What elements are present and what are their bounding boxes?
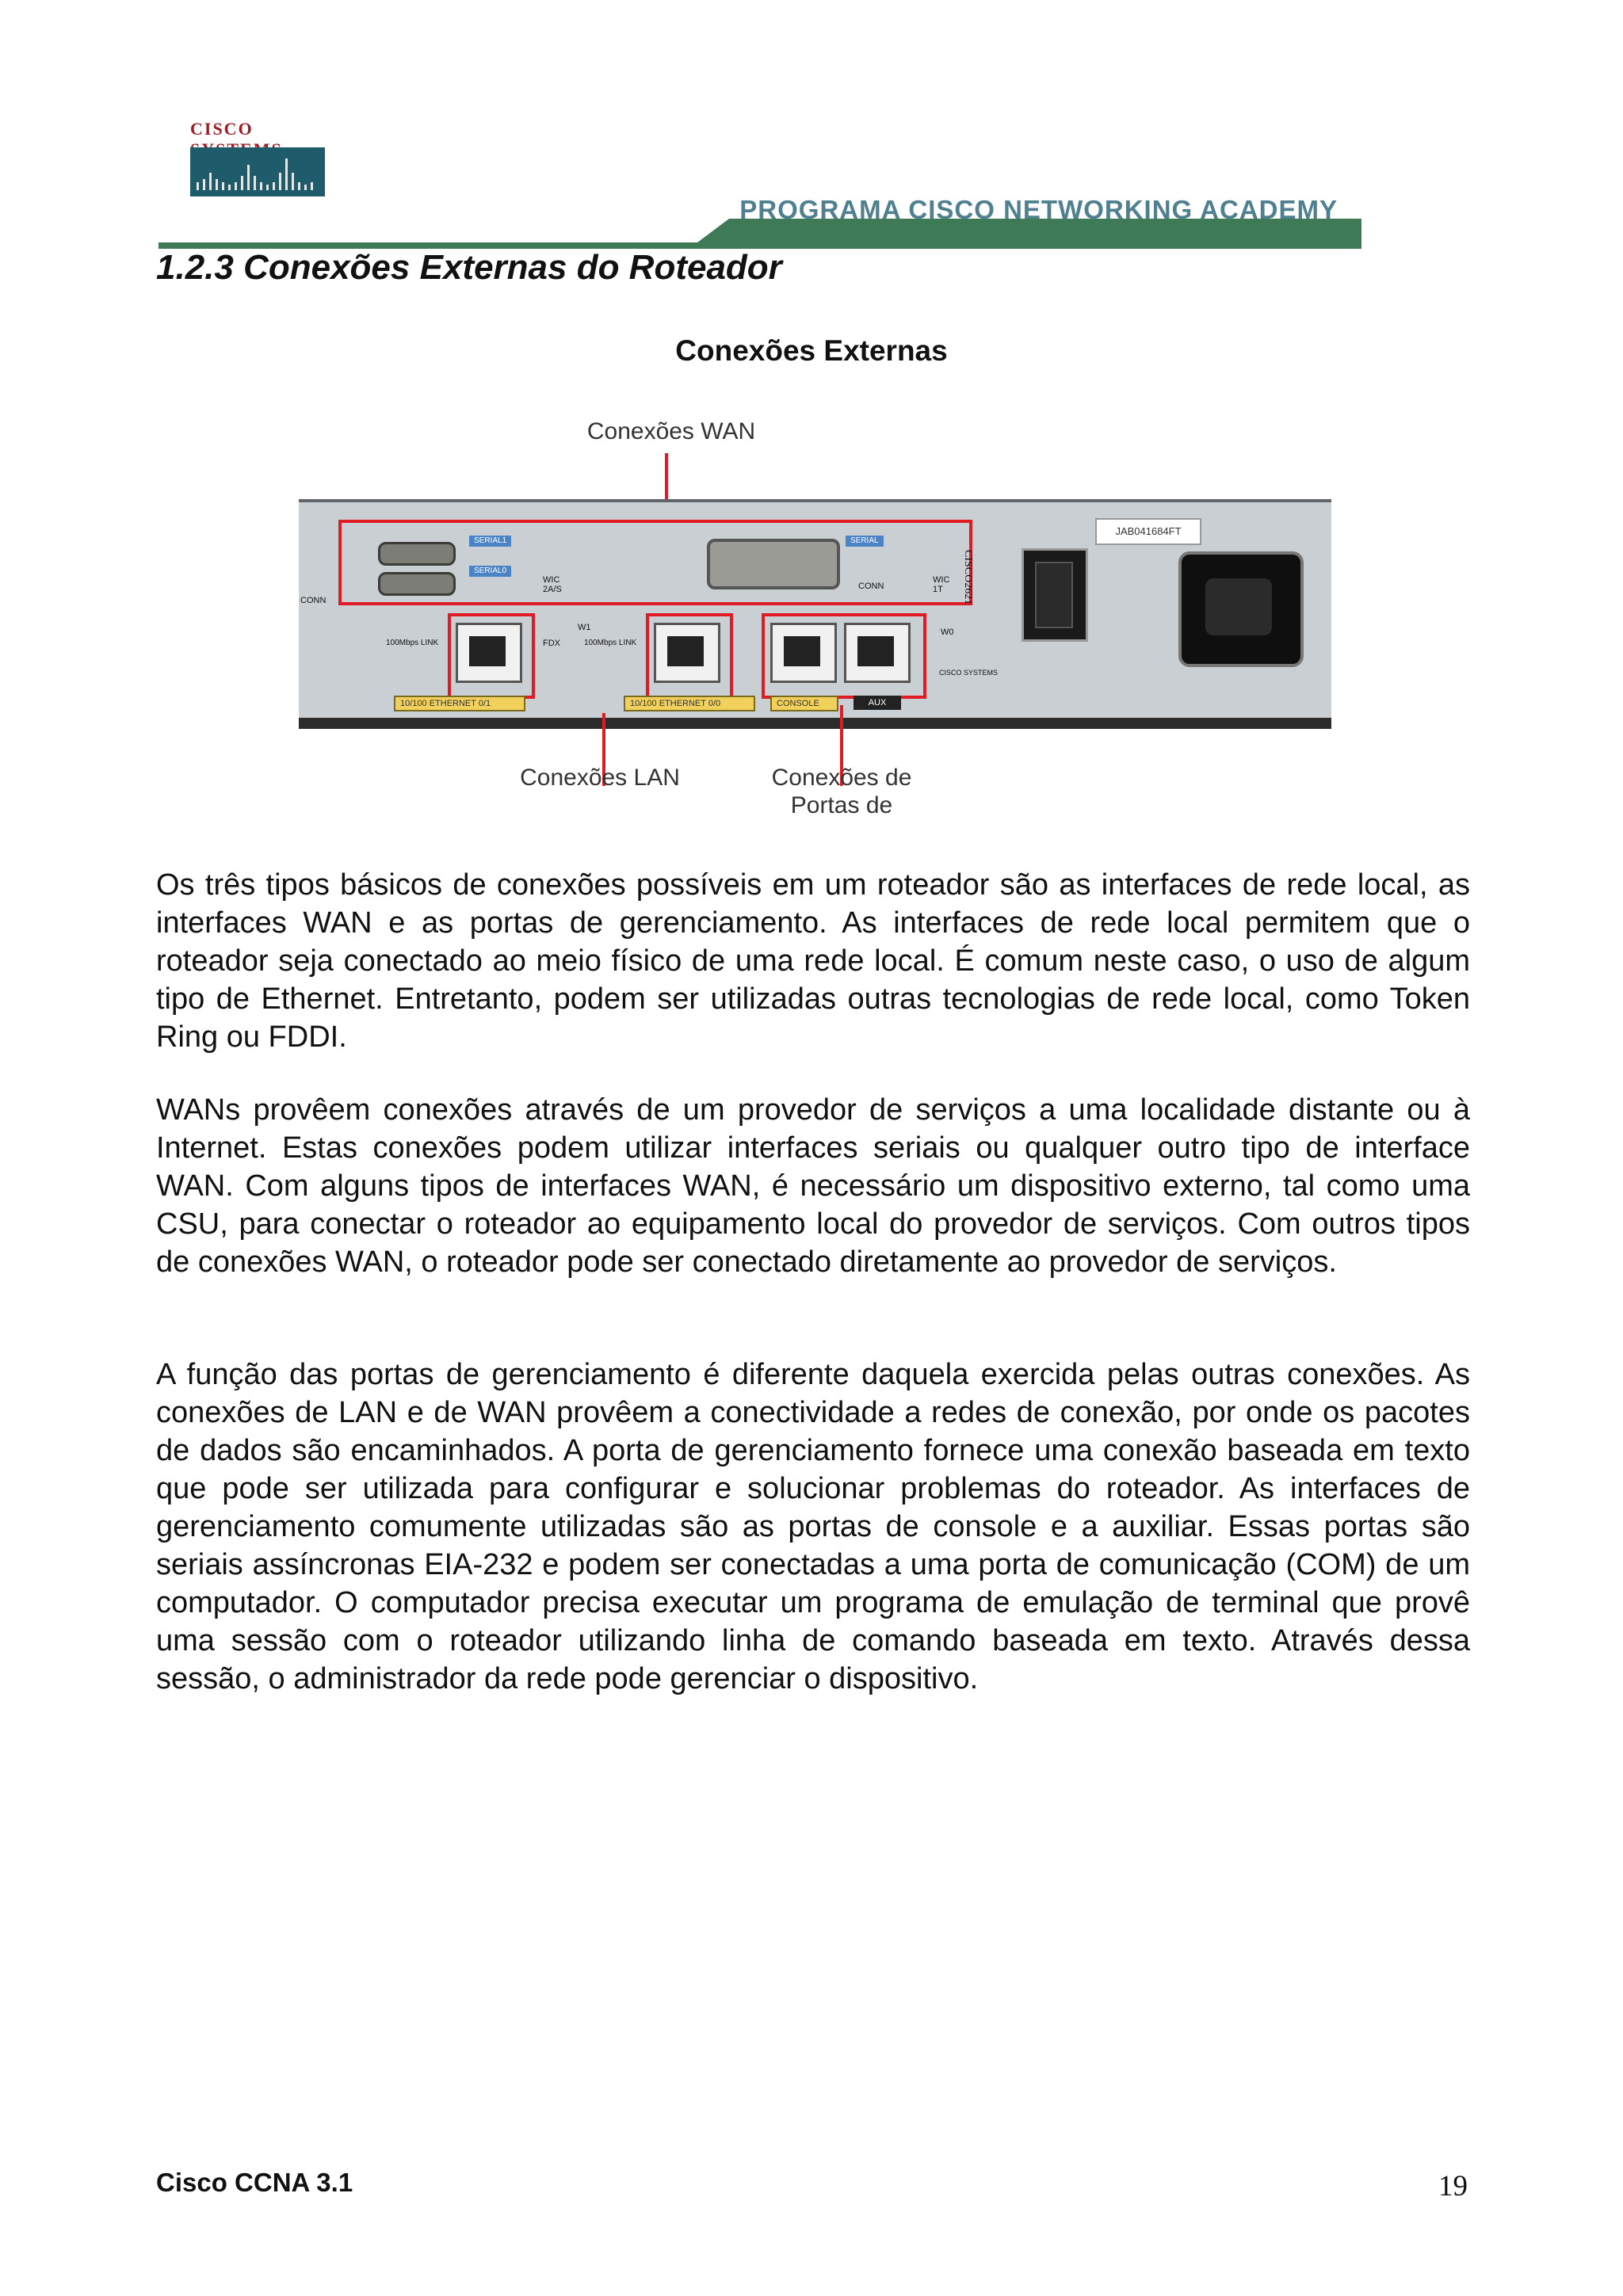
link-100-label-1: 100Mbps LINK <box>386 639 439 647</box>
callout-wan: Conexões WAN <box>586 418 756 444</box>
brand-label: CISCO SYSTEMS <box>939 669 999 677</box>
mgmt-highlight-box <box>762 613 926 699</box>
fdx-label: FDX <box>543 639 560 648</box>
wan-highlight-box <box>338 520 972 605</box>
w1-label: W1 <box>578 623 591 632</box>
wic-2as-label: WIC 2A/S <box>543 575 562 594</box>
console-label: CONSOLE <box>770 696 838 711</box>
logo-bars-icon <box>190 147 325 196</box>
serial1-label: SERIAL1 <box>469 536 511 547</box>
logo-text: CISCO <box>190 119 254 139</box>
router-figure <box>299 412 1331 852</box>
w0-label: W0 <box>941 627 954 637</box>
callout-mgmt-line2: Portas de <box>790 792 893 818</box>
ethernet-0-1-label: 10/100 ETHERNET 0/1 <box>394 696 525 711</box>
cisco-systems-logo <box>190 119 333 198</box>
footer-course-name: Cisco CCNA 3.1 <box>156 2168 353 2197</box>
banner-title: PROGRAMA CISCO NETWORKING ACADEMY <box>739 195 1338 224</box>
lan-highlight-box-left <box>448 613 535 699</box>
paragraph-2: WANs provêem conexões através de um provedor de serviços a uma localidade distante ou à Internet. Estas conexões podem utilizar interfaces seriais ou qualquer outro tipo de interface WAN. Com alguns tipos de interfaces WAN, é necessário um dispositivo externo, tal como uma CSU, para conectar o roteador ao equipamento local do provedor de serviços. Com outros tipos de conexões WAN, o roteador pode ser conectado diretamente ao provedor de serviços. <box>156 1093 1470 1279</box>
conn-label-left: CONN <box>300 596 327 605</box>
link-100-label-2: 100Mbps LINK <box>584 639 637 647</box>
serial-label: SERIAL <box>846 536 884 547</box>
paragraph-3: A função das portas de gerenciamento é diferente daquela exercida pelas outras conexões. As conexões de LAN e de WAN provêem a conectividade a redes de conexão, por onde os pacotes de dados são encaminhados. A porta de gerenciamento fornece uma conexão baseada em texto que pode ser utilizada para configurar e solucionar problemas do roteador. As interfaces de gerenciamento comumente utilizadas são as portas de console e a auxiliar. Essas portas são seriais assíncronas EIA-232 e podem ser conectadas a uma porta de comunicação (COM) de um computador. O computador precisa executar um programa de emulação de terminal que provê uma sessão com o roteador utilizando linha de comando baseada em texto. Através dessa sessão, o administrador da rede pode gerenciar o dispositivo. <box>156 1358 1470 1695</box>
page-number: 19 <box>1438 2170 1468 2203</box>
lan-highlight-box-right <box>646 613 733 699</box>
section-title: 1.2.3 Conexões Externas do Roteador <box>156 248 782 287</box>
serial0-label: SERIAL0 <box>469 566 511 577</box>
paragraph-1: Os três tipos básicos de conexões possíveis em um roteador são as interfaces de rede local, as interfaces WAN e as portas de gerenciamento. As interfaces de rede local permitem que o roteador seja conectado ao meio físico de uma rede local. É comum neste caso, o uso de algum tipo de Ethernet. Entretanto, podem ser utilizadas outras tecnologias de rede local, como Token Ring ou FDDI. <box>156 868 1470 1054</box>
router-rear-panel <box>299 499 1331 729</box>
figure-title: Conexões Externas <box>675 334 948 367</box>
callout-mgmt-line1: Conexões de <box>771 765 912 791</box>
power-inlet <box>1178 551 1304 667</box>
ethernet-0-0-label: 10/100 ETHERNET 0/0 <box>624 696 755 711</box>
power-switch <box>1022 548 1088 642</box>
aux-label: AUX <box>854 696 901 710</box>
conn-label-right: CONN <box>858 582 884 591</box>
model-label: CISCO2621 <box>962 550 974 605</box>
serial-number-sticker: JAB041684FT <box>1095 518 1201 545</box>
academy-banner <box>158 190 1361 249</box>
callout-lan: Conexões LAN <box>520 765 680 791</box>
wic-1t-label: WIC 1T <box>933 575 950 594</box>
